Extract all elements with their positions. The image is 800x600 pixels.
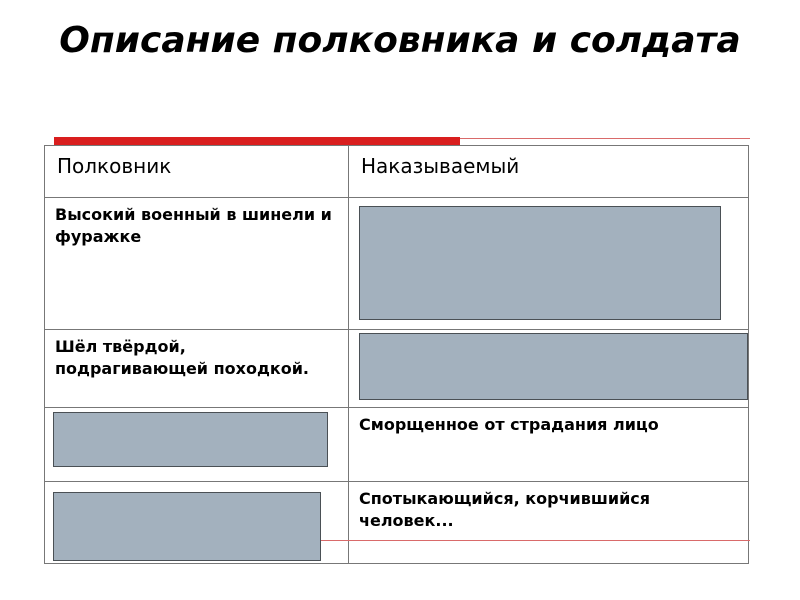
slide-title: Описание полковника и солдата: [59, 20, 741, 61]
table-cell: Спотыкающийся, корчившийся человек...: [349, 482, 749, 564]
header-colonel: Полковник: [45, 146, 349, 198]
table-cell: Шёл твёрдой, подрагивающей походкой.: [45, 330, 349, 408]
header-punished: Наказываемый: [349, 146, 749, 198]
answer-mask[interactable]: [359, 206, 721, 320]
answer-mask[interactable]: [359, 333, 748, 400]
table-cell: Высокий военный в шинели и фуражке: [45, 198, 349, 330]
answer-mask[interactable]: [53, 492, 321, 561]
table-cell: Сморщенное от страдания лицо: [349, 408, 749, 482]
accent-bar-red: [54, 137, 460, 145]
accent-line-thin: [460, 138, 750, 139]
answer-mask[interactable]: [53, 412, 328, 467]
table-header-row: [45, 146, 749, 198]
accent-line-bottom: [320, 540, 750, 541]
